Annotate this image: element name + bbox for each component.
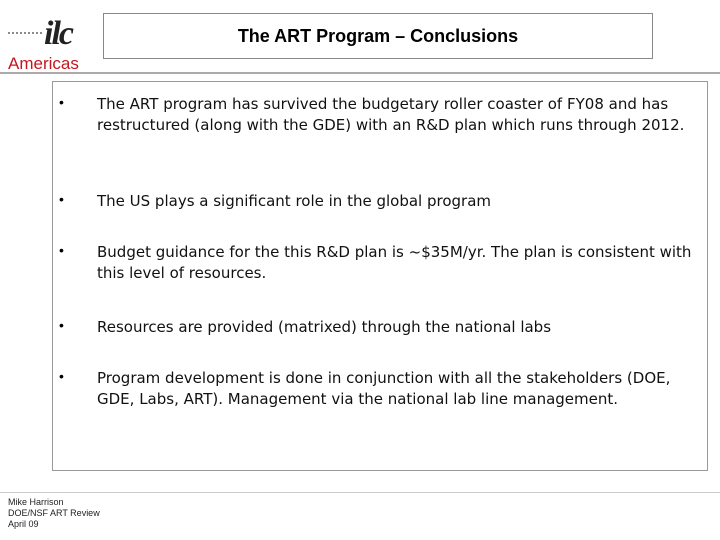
logo-subtitle: Americas (8, 54, 79, 73)
title-box (103, 13, 653, 59)
bullet-text: Program development is done in conjunction with all the stakeholders (DOE, GDE, Labs, ART). Management via the national lab line management. (97, 369, 671, 408)
footer-divider (0, 492, 720, 493)
content-box (52, 81, 708, 471)
ilc-americas-logo (4, 10, 90, 72)
header-divider (0, 72, 720, 74)
bullet-icon: • (59, 94, 64, 110)
bullet-icon: • (59, 368, 64, 384)
bullet-text: Resources are provided (matrixed) through the national labs (97, 318, 552, 336)
footer (8, 497, 100, 530)
slide-title: The ART Program – Conclusions (237, 25, 519, 46)
logo-dots-decoration (8, 32, 42, 34)
footer-author: Mike Harrison (8, 497, 64, 507)
footer-event: DOE/NSF ART Review (8, 508, 100, 518)
logo-mark: ilc (44, 15, 72, 52)
footer-date: April 09 (8, 519, 39, 529)
bullet-text: The US plays a significant role in the global program (97, 192, 492, 210)
bullet-icon: • (59, 242, 64, 258)
bullet-icon: • (59, 317, 64, 333)
bullet-text: Budget guidance for the this R&D plan is ~$35M/yr. The plan is consistent with this level of resources. (97, 243, 692, 282)
bullet-icon: • (59, 191, 64, 207)
bullet-text: The ART program has survived the budgetary roller coaster of FY08 and has restructured (along with the GDE) with an R&D plan which runs through 2012. (97, 95, 685, 134)
